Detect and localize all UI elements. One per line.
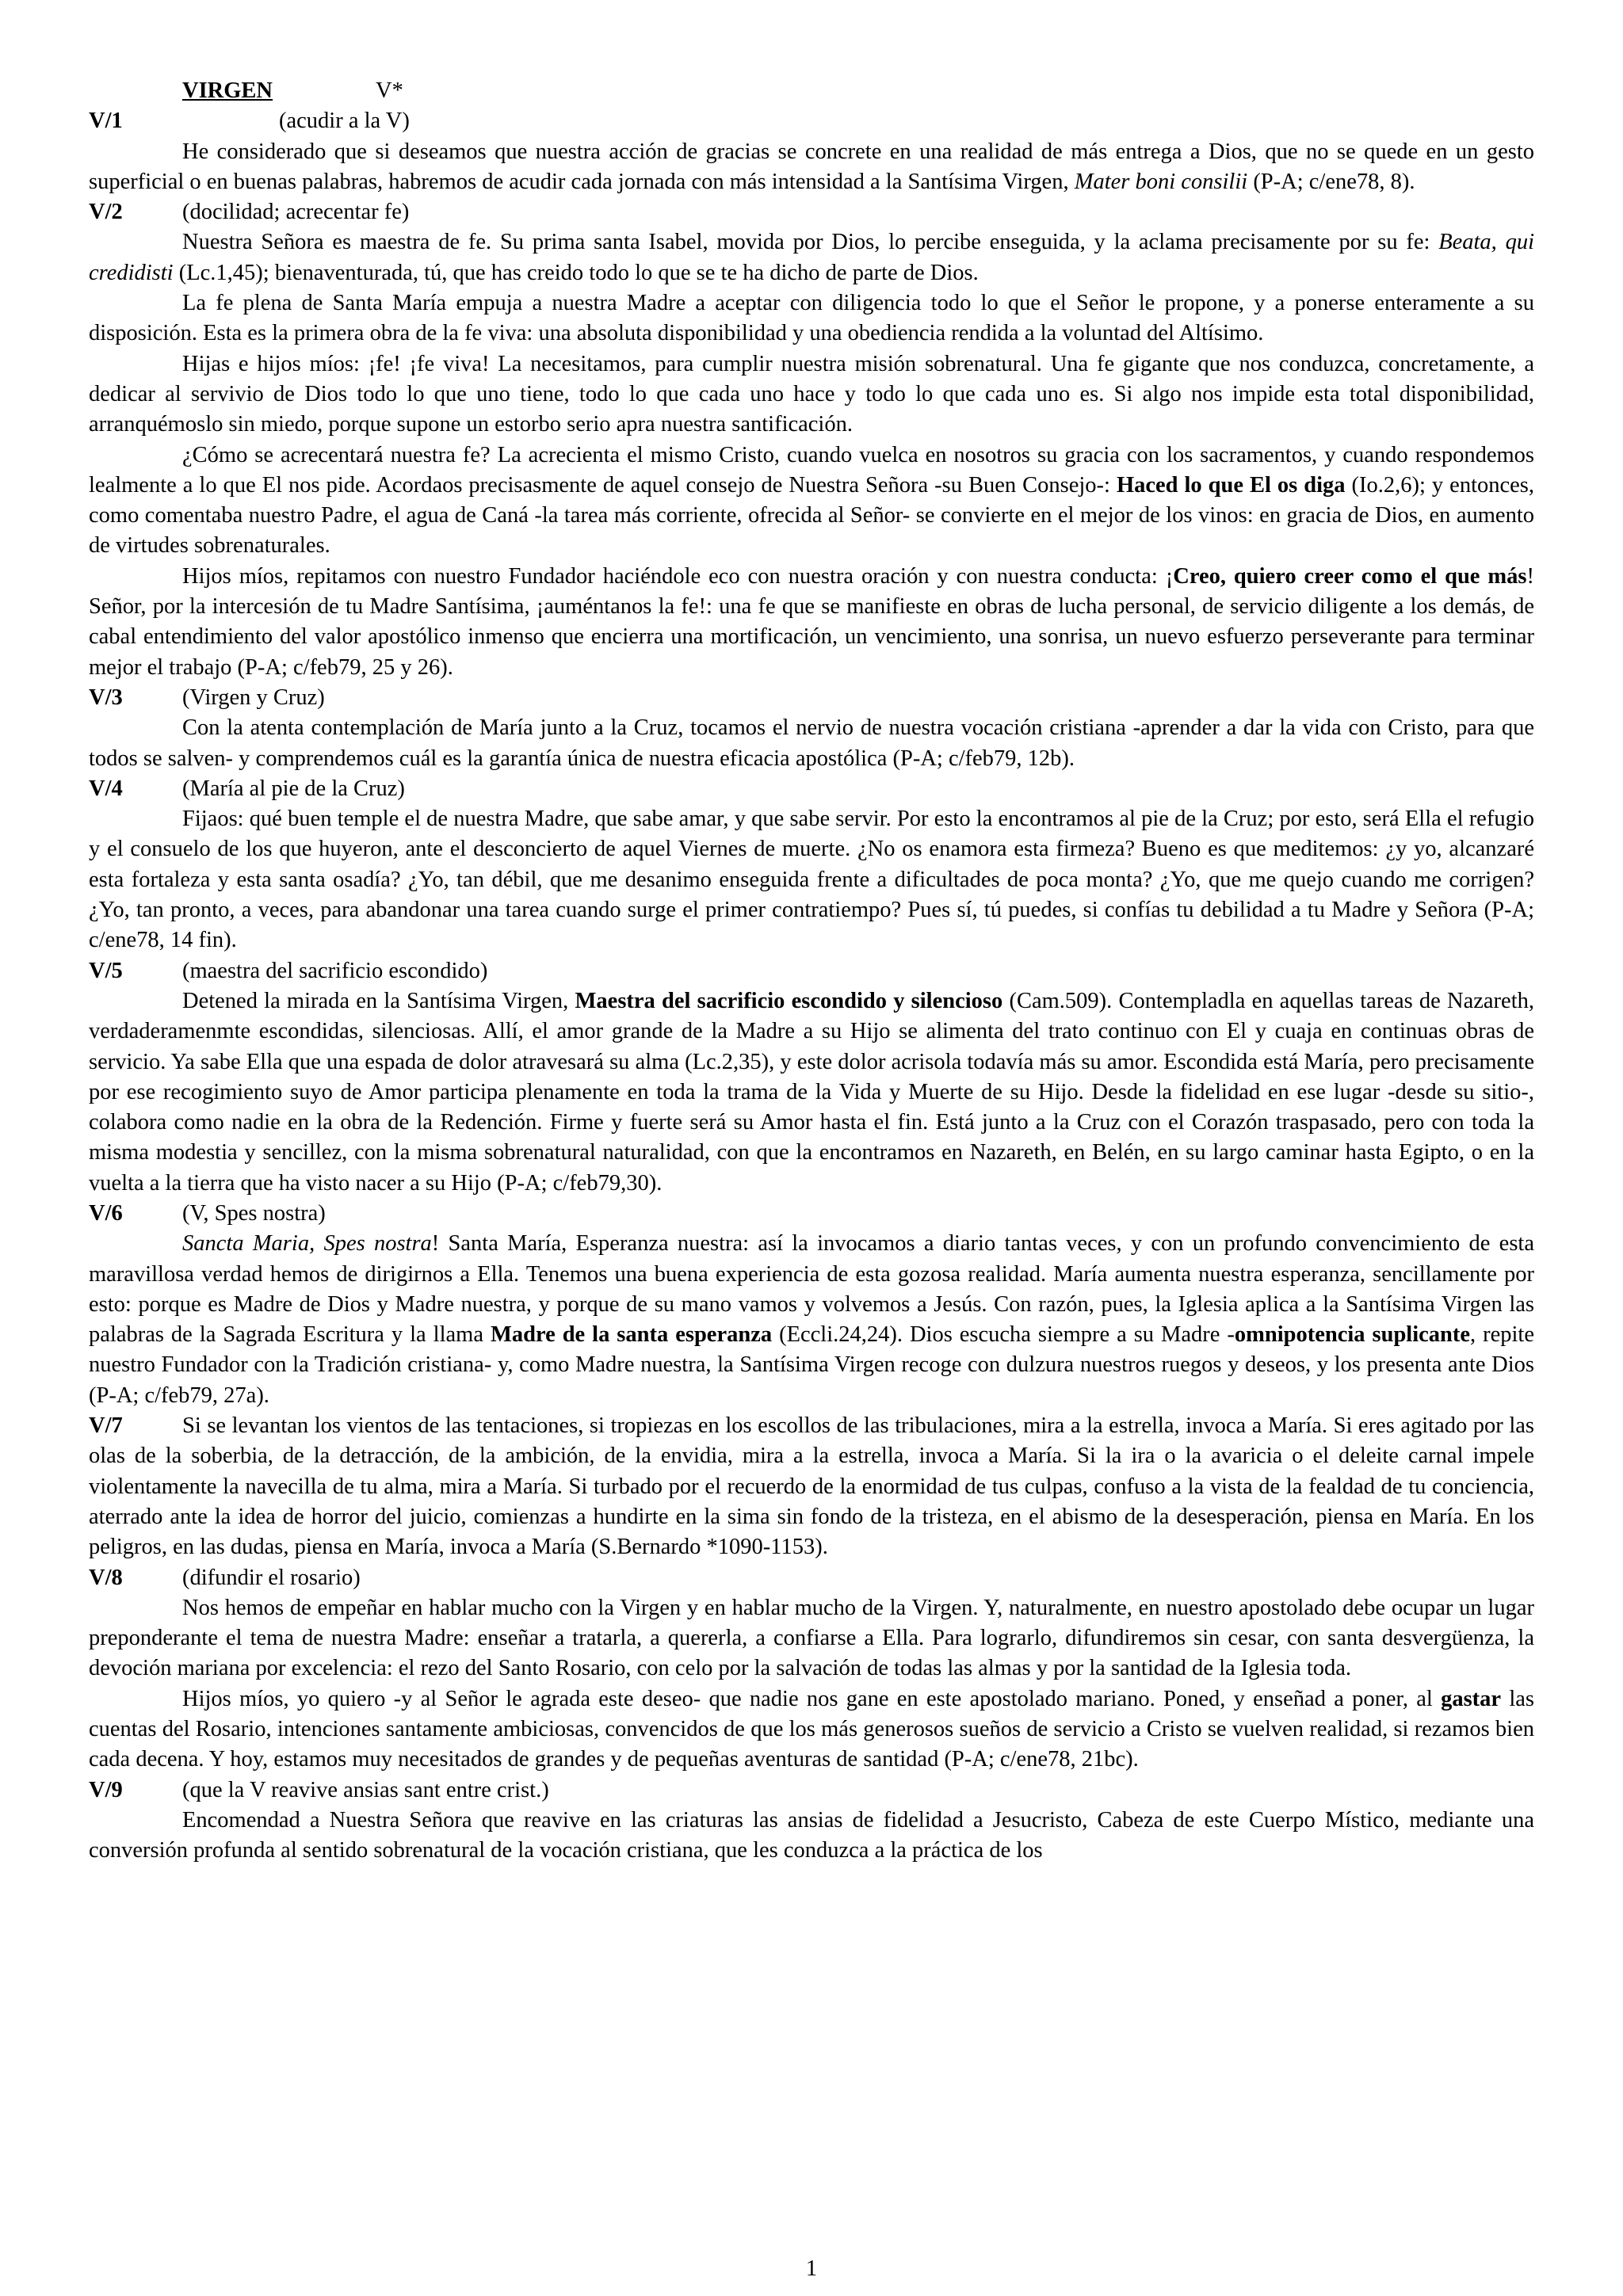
paragraph-text: Si se levantan los vientos de las tentaciones, si tropiezas en los escollos de las tribulaciones, mira a la estrella, invoca a María. Si eres agitado por las olas de la soberbia, de la detracción, de la ambición, de la envidia, mira a la estrella, invoca a María. Si la ira o la avaricia o el deleite carnal impele violentamente la navecilla de tu alma, mira a María. Si turbado por el recuerdo de la enormidad de tus culpas, confuso a la vista de la fealdad de tu conciencia, aterrado ante la idea de horror del juicio, comienzas a hundirte en la sima sin fondo de la tristeza, en el abismo de la desesperación, piensa en María. En los peligros, en las dudas, piensa en María, invoca a María (S.Bernardo *1090-1153). [89,1413,1534,1560]
paragraph-text: (Eccli.24,24). Dios escucha siempre a su Madre - [772,1322,1235,1348]
paragraph-text: las cuentas del Rosario, intenciones santamente ambiciosas, convencidos de que los más generosos sueños de servicio a Cristo se vuelven realidad, si rezamos bien cada decena. Y hoy, estamos muy necesitados de grandes y de pequeñas aventuras de santidad (P-A; c/ene78, 21bc). [89,1686,1534,1772]
section-v-3 [89,683,1534,774]
document-title: VIRGEN [182,78,273,103]
section-code: V/9 [89,1777,123,1802]
section-topic: (acudir a la V) [279,109,410,134]
section-topic: (Virgen y Cruz) [182,685,325,710]
section-code: V/1 [89,109,123,134]
title-mark: V* [376,78,403,103]
bold-text: omnipotencia suplicante [1234,1322,1471,1348]
paragraph [89,137,1534,198]
paragraph-text: (Io.2,6); y entonces, como comentaba nuestro Padre, el agua de Caná -la tarea más corriente, ofrecida al Señor- se convierte en el mejor de los vinos: en gracia de Dios, en aumento de virtudes sobrenaturales. [89,472,1534,559]
paragraph-text: , repite nuestro Fundador con la Tradición cristiana- y, como Madre nuestra, la Santísima Virgen recoge con dulzura nuestros ruegos y deseos, y los presenta ante Dios (P-A; c/feb79, 27a). [89,1322,1535,1408]
section-code: V/8 [89,1565,123,1590]
section-heading [89,683,1534,713]
paragraph-text: ! Santa María, Esperanza nuestra: así la invocamos a diario tantas veces, y con un profundo convencimiento de esta maravillosa verdad hemos de dirigirnos a Ella. Tenemos una buena experiencia de esta gozosa realidad. María aumenta nuestra esperanza, sencillamente por esto: porque es Madre de Dios y Madre nuestra, y porque de su mano vamos y volvemos a Jesús. Con razón, pues, la Iglesia aplica a la Santísima Virgen las palabras de la Sagrada Escritura y la llama [89,1231,1534,1348]
paragraph [89,1411,1534,1562]
paragraph-text: ¿Cómo se acrecentará nuestra fe? La acrecienta el mismo Cristo, cuando vuelca en nosotros su gracia con los sacramentos, y cuando respondemos lealmente a lo que El nos pide. Acordaos precisasmente de aquel consejo de Nuestra Señora -su Buen Consejo-: [89,442,1534,498]
paragraph-text: Con la atenta contemplación de María junto a la Cruz, tocamos el nervio de nuestra vocación cristiana -aprender a dar la vida con Cristo, para que todos se salven- y comprendemos cuál es la garantía única de nuestra eficacia apostólica (P-A; c/feb79, 12b). [89,715,1534,771]
section-heading [89,106,1534,136]
paragraph [89,1229,1534,1411]
paragraph [89,1806,1534,1867]
section-v-6 [89,1199,1534,1411]
page-number: 1 [805,2256,818,2281]
section-topic: (V, Spes nostra) [182,1200,326,1226]
section-code: V/2 [89,200,123,225]
paragraph-text: (Cam.509). Contempladla en aquellas tareas de Nazareth, verdaderamenmte escondidas, silenciosas. Allí, el amor grande de la Madre a su Hijo se alimenta del trato continuo con El y cuaja en continuas obras de servicio. Ya sabe Ella que una espada de dolor atravesará su alma (Lc.2,35), y este dolor acrisola todavía más su amor. Escondida está María, pero precisamente por ese recogimiento suyo de Amor participa plenamente en toda la trama de la Vida y Muerte de su Hijo. Desde la fidelidad en ese lugar -desde su sitio-, colabora como nadie en la obra de la Redención. Firme y fuerte será su Amor hasta el fin. Está junto a la Cruz con el Corazón traspasado, pero con toda la misma modestia y sencillez, con la misma sobrenatural naturalidad, con que la encontramos en Nazareth, en Belén, en su largo caminar hasta Egipto, o en la vuelta a la tierra que ha visto nacer a su Hijo (P-A; c/feb79,30). [89,988,1534,1196]
paragraph [89,227,1534,288]
paragraph-text: Fijaos: qué buen temple el de nuestra Madre, que sabe amar, y que sabe servir. Por esto la encontramos al pie de la Cruz; por esto, será Ella el refugio y el consuelo de los que huyeron, ante el desconcierto de aquel Viernes de muerte. ¿No os enamora esta firmeza? Bueno es que meditemos: ¿y yo, alcanzaré esta fortaleza y esta santa osadía? ¿Yo, tan débil, que me desanimo enseguida frente a dificultades de poca monta? ¿Yo, que me quejo cuando me corrigen? ¿Yo, tan pronto, a veces, para abandonar una tarea cuando surge el primer contratiempo? Pues sí, tú puedes, si confías tu debilidad a tu Madre y Señora (P-A; c/ene78, 14 fin). [89,807,1534,953]
paragraph-text: Hijas e hijos míos: ¡fe! ¡fe viva! La necesitamos, para cumplir nuestra misión sobrenatural. Una fe gigante que nos conduzca, concretamente, a dedicar al servivio de Dios todo lo que uno tiene, todo lo que cada uno hace y todo lo que cada uno es. Si algo nos impide esta total disponibilidad, arranquémoslo sin miedo, porque supone un estorbo serio apra nuestra santificación. [89,351,1534,437]
paragraph-text: Hijos míos, yo quiero -y al Señor le agrada este deseo- que nadie nos gane en este apostolado mariano. Poned, y enseñad a poner, al [182,1686,1442,1711]
paragraph [89,288,1534,349]
bold-text: Creo, quiero creer como el que más [1173,563,1527,589]
paragraph [89,349,1534,441]
section-topic: (María al pie de la Cruz) [182,776,405,801]
paragraph [89,713,1534,774]
document-body [89,76,1534,1867]
section-code: V/6 [89,1200,123,1226]
section-topic: (que la V reavive ansias sant entre crist.) [182,1777,549,1802]
paragraph-text: La fe plena de Santa María empuja a nuestra Madre a aceptar con diligencia todo lo que el Señor le propone, y a ponerse enteramente a su disposición. Esta es la primera obra de la fe viva: una absoluta disponibilidad y una obediencia rendida a la voluntad del Altísimo. [89,291,1534,346]
italic-text: Sancta Maria, Spes nostra [182,1231,432,1257]
section-heading [89,1199,1534,1229]
bold-text: Maestra del sacrificio escondido y silencioso [575,988,1003,1013]
paragraph-text: Hijos míos, repitamos con nuestro Fundador haciéndole eco con nuestra oración y con nuestra conducta: ¡ [182,563,1174,589]
paragraph-text: (P-A; c/ene78, 8). [1247,169,1415,194]
section-topic: (docilidad; acrecentar fe) [182,200,410,225]
bold-text: Madre de la santa esperanza [490,1322,773,1348]
section-code: V/4 [89,776,123,801]
bold-text: Haced lo que El os diga [1116,472,1346,498]
section-heading [89,956,1534,986]
title-line [89,76,1534,106]
section-code: V/7 [89,1413,123,1439]
paragraph [89,562,1534,683]
section-v-8 [89,1563,1534,1775]
section-heading [89,197,1534,227]
section-v-9 [89,1775,1534,1867]
section-heading [89,1563,1534,1593]
paragraph-text: Nuestra Señora es maestra de fe. Su prima santa Isabel, movida por Dios, lo percibe enseguida, y la aclama precisamente por su fe: [182,230,1439,255]
paragraph-text: Nos hemos de empeñar en hablar mucho con la Virgen y en hablar mucho de la Virgen. Y, naturalmente, en nuestro apostolado debe ocupar un lugar preponderante el tema de nuestra Madre: enseñar a tratarla, a quererla, a confiarse a Ella. Para lograrlo, difundiremos sin cesar, con santa desvergüenza, la devoción mariana por excelencia: el rezo del Santo Rosario, con celo por la salvación de todas las almas y por la santidad de la Iglesia toda. [89,1595,1534,1681]
section-code: V/3 [89,685,123,710]
section-v-1 [89,106,1534,197]
paragraph [89,1684,1534,1775]
bold-text: gastar [1441,1686,1502,1711]
section-heading [89,1775,1534,1806]
italic-text: Mater boni consilii [1074,169,1248,194]
italic-text: Beata, qui credidisti [89,230,1534,285]
paragraph-text: Detened la mirada en la Santísima Virgen, [182,988,575,1013]
section-topic: (difundir el rosario) [182,1565,361,1590]
paragraph [89,441,1534,562]
paragraph [89,986,1534,1199]
paragraph-text: (Lc.1,45); bienaventurada, tú, que has creido todo lo que se te ha dicho de parte de Dios. [173,260,979,285]
paragraph [89,1593,1534,1684]
section-v-7 [89,1411,1534,1562]
section-v-5 [89,956,1534,1199]
paragraph-text: Encomendad a Nuestra Señora que reavive en las criaturas las ansias de fidelidad a Jesucristo, Cabeza de este Cuerpo Místico, mediante una conversión profunda al sentido sobrenatural de la vocación cristiana, que les conduzca a la práctica de los [89,1807,1534,1863]
paragraph-text: ! Señor, por la intercesión de tu Madre Santísima, ¡auméntanos la fe!: una fe que se manifieste en obras de lucha personal, de servicio diligente a los demás, de cabal entendimiento del valor apostólico inmenso que encierra una mortificación, un vencimiento, una sonrisa, un nuevo esfuerzo perseverante para terminar mejor el trabajo (P-A; c/feb79, 25 y 26). [89,563,1534,680]
paragraph [89,804,1534,955]
section-v-2 [89,197,1534,683]
section-code: V/5 [89,958,123,983]
section-heading [89,774,1534,804]
section-topic: (maestra del sacrificio escondido) [182,958,488,983]
paragraph-text: He considerado que si deseamos que nuestra acción de gracias se concrete en una realidad de más entrega a Dios, que no se quede en un gesto superficial o en buenas palabras, habremos de acudir cada jornada con más intensidad a la Santísima Virgen, [89,139,1534,194]
section-v-4 [89,774,1534,956]
